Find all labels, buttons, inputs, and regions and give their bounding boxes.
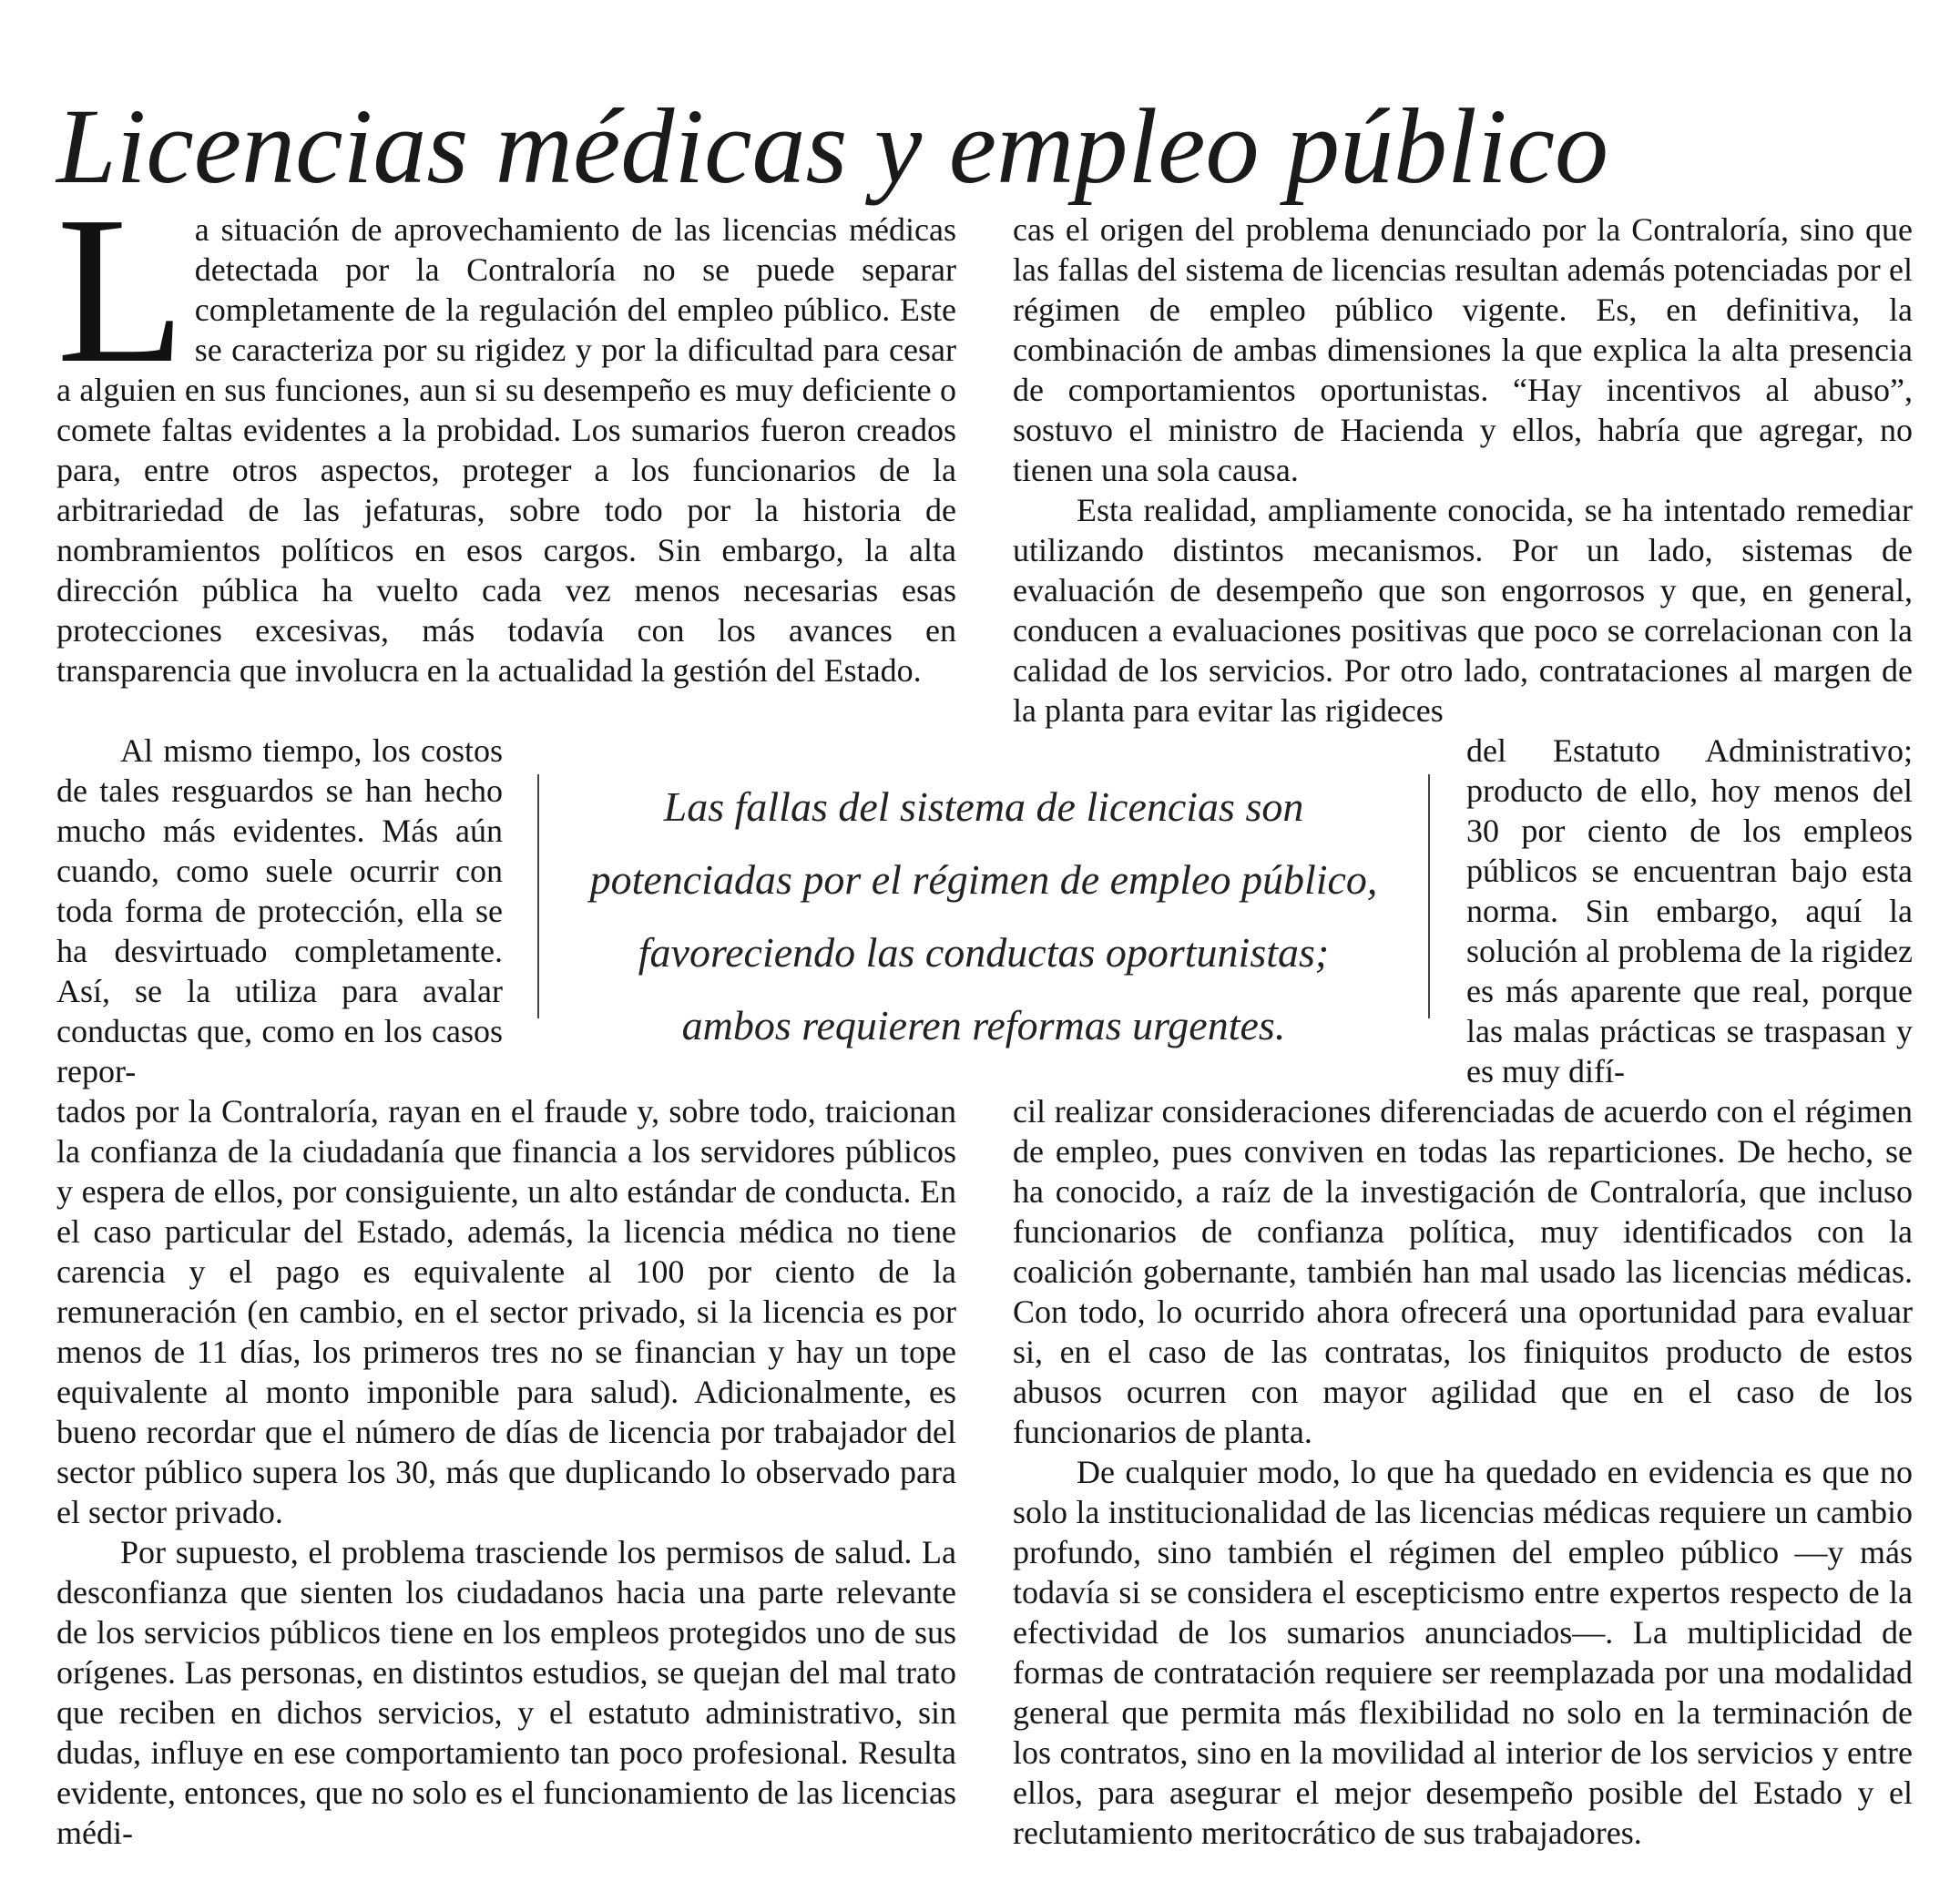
pull-quote-line-2: potenciadas por el régimen de empleo público, bbox=[589, 856, 1378, 903]
pull-quote-left-rule bbox=[537, 774, 539, 1018]
left-column-narrow bbox=[56, 731, 503, 1093]
pull-quote-right-rule bbox=[1428, 774, 1430, 1018]
body-paragraph-4-end: cil realizar consideraciones diferenciadas de acuerdo con el régimen de empleo, pues conviven en todas las reparticiones. De hecho, se ha conocido, a raíz de la investigación de Contraloría, que incluso funcionarios de confianza política, muy identificados con la coalición gobernante, también han mal usado las licencias médicas. Con todo, lo ocurrido ahora ofrecerá una oportunidad para evaluar si, en el caso de las contratas, los finiquitos producto de estos abusos ocurren con mayor agilidad que en el caso de los funcionarios de planta. bbox=[1013, 1093, 1913, 1450]
left-column-bottom bbox=[56, 1091, 956, 1884]
body-paragraph-4-start: Esta realidad, ampliamente conocida, se ha intentado remediar utilizando distintos mecanismos. Por un lado, sistemas de evaluación de desempeño que son engorrosos y que, en general, conducen a evaluaciones positivas que poco se correlacionan con la calidad de los servicios. Por otro lado, contrataciones al margen de la planta para evitar las rigideces bbox=[1013, 492, 1913, 729]
pull-quote-line-4: ambos requieren reformas urgentes. bbox=[681, 1002, 1286, 1048]
body-paragraph-2-start: Al mismo tiempo, los costos de tales resguardos se han hecho mucho más evidentes. Más aún cuando, como suele ocurrir con toda forma de protección, ella se ha desvirtuado completamente. Así, se la utiliza para avalar conductas que, como en los casos repor- bbox=[56, 732, 503, 1089]
body-paragraph-5: De cualquier modo, lo que ha quedado en evidencia es que no solo la institucionalidad de las licencias médicas requiere un cambio profundo, sino también el régimen del empleo público —y más todavía si se considera el escepticismo entre expertos respecto de la efectividad de los sumarios anunciados—. La multiplicidad de formas de contratación requiere ser reemplazada por una modalidad general que permita más flexibilidad no solo en la terminación de los contratos, sino en la movilidad al interior de los servicios y entre ellos, para asegurar el mejor desempeño posible del Estado y el reclutamiento meritocrático de sus trabajadores. bbox=[1013, 1454, 1913, 1851]
body-paragraph-3: Por supuesto, el problema trasciende los permisos de salud. La desconfianza que sienten los ciudadanos hacia una parte relevante de los servicios públicos tiene en los empleos protegidos uno de sus orígenes. Las personas, en distintos estudios, se quejan del mal trato que reciben en dichos servicios, y el estatuto administrativo, sin dudas, influye en ese comportamiento tan poco profesional. Resulta evidente, entonces, que no solo es el funcionamiento de las licencias médi- bbox=[56, 1534, 956, 1851]
right-column-narrow bbox=[1466, 731, 1913, 1093]
right-column-bottom bbox=[1013, 1091, 1913, 1884]
pull-quote-text bbox=[556, 771, 1412, 1062]
pull-quote bbox=[537, 771, 1430, 1048]
pull-quote-line-1: Las fallas del sistema de licencias son bbox=[663, 783, 1304, 830]
pull-quote-line-3: favoreciendo las conductas oportunistas; bbox=[638, 929, 1330, 976]
body-paragraph-3-end: cas el origen del problema denunciado por la Contraloría, sino que las fallas del sistema de licencias resultan además potenciadas por el régimen de empleo público vigente. Es, en definitiva, la combinación de ambas dimensiones la que explica la alta presencia de comportamientos oportunistas. “Hay incentivos al abuso”, sostuvo el ministro de Hacienda y ellos, habría que agregar, no tienen una sola causa. bbox=[1013, 211, 1913, 488]
article-headline: Licencias médicas y empleo público bbox=[56, 87, 1608, 206]
body-paragraph-1: a situación de aprovechamiento de las licencias médicas detectada por la Contraloría no se puede separar completamente de la regulación del empleo público. Este se caracteriza por su rigidez y por la dificultad para cesar a alguien en sus funciones, aun si su desempeño es muy deficiente o comete faltas evidentes a la probidad. Los sumarios fueron creados para, entre otros aspectos, proteger a los funcionarios de la arbitrariedad de las jefaturas, sobre todo por la historia de nombramientos políticos en esos cargos. Sin embargo, la alta dirección pública ha vuelto cada vez menos necesarias esas protecciones excesivas, más todavía con los avances en transparencia que involucra en la actualidad la gestión del Estado. bbox=[56, 211, 956, 689]
body-paragraph-4-mid: del Estatuto Administrativo; producto de ello, hoy menos del 30 por ciento de los empleos públicos se encuentran bajo esta norma. Sin embargo, aquí la solución al problema de la rigidez es más aparente que real, porque las malas prácticas se traspasan y es muy difí- bbox=[1466, 732, 1913, 1089]
drop-cap-letter: L bbox=[56, 173, 186, 407]
right-column-top bbox=[1013, 210, 1913, 731]
body-paragraph-2-end: tados por la Contraloría, rayan en el fraude y, sobre todo, traicionan la confianza de la ciudadanía que financia a los servidores públicos y espera de ellos, por consiguiente, un alto estándar de conducta. En el caso particular del Estado, además, la licencia médica no tiene carencia y el pago es equivalente al 100 por ciento de la remuneración (en cambio, en el sector privado, si la licencia es por menos de 11 días, los primeros tres no se financian y hay un tope equivalente al monto imponible para salud). Adicionalmente, es bueno recordar que el número de días de licencia por trabajador del sector público supera los 30, más que duplicando lo observado para el sector privado. bbox=[56, 1093, 956, 1530]
left-column-top bbox=[56, 173, 956, 731]
